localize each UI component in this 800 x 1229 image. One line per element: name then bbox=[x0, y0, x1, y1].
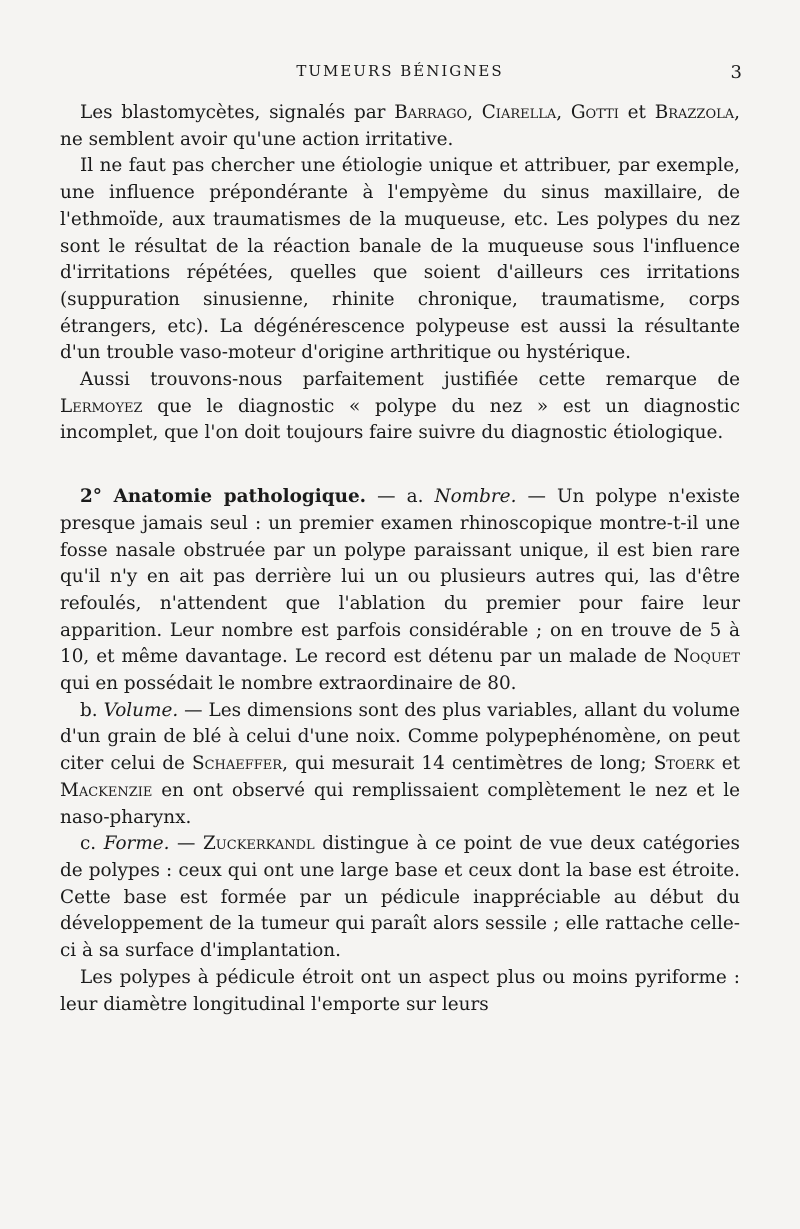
page-body bbox=[60, 100, 740, 1018]
author-name: Gotti bbox=[570, 102, 619, 123]
page-header bbox=[60, 62, 740, 86]
author-name: Brazzola bbox=[654, 102, 735, 123]
text-run: b. bbox=[80, 699, 104, 721]
text-run: distingue à ce point de vue deux catégories de polypes : ceux qui ont une large base et ceux dont la base est étroite. Cette base est formée par un pédicule inappréciable au début du développement de la tumeur qui paraît alors sessile ; elle rattache celle-ci à sa surface d'implantation. bbox=[60, 833, 740, 962]
author-name: Ciarella bbox=[481, 102, 557, 123]
author-name: Schaeffer bbox=[192, 753, 283, 775]
subsection-label-forme: Forme. bbox=[103, 833, 170, 855]
author-name: Stoerk bbox=[653, 753, 715, 775]
page-number: 3 bbox=[730, 62, 742, 83]
section-heading: 2° Anatomie pathologique. bbox=[80, 486, 367, 508]
text-run: — Un polype n'existe presque jamais seul : un premier examen rhinoscopique montre-t-il une fosse nasale obstruée par un polype paraissant unique, il est bien rare qu'il n'y en ait pas derrière lui un ou plusieurs autres qui, las d'être refoulés, n'attendent que l'ablation du premier pour faire leur apparition. Leur nombre est parfois considérable ; on en trouve de 5 à 10, et même davantage. Le record est détenu par un malade de bbox=[60, 486, 740, 668]
running-title: TUMEURS BÉNIGNES bbox=[296, 62, 504, 80]
text-run: , bbox=[556, 102, 571, 123]
paragraph-anatomie bbox=[60, 484, 740, 698]
text-run: qui en possédait le nombre extraordinaire de 80. bbox=[60, 673, 517, 695]
text-run: — a. bbox=[366, 486, 435, 508]
text-run: , ne semblent avoir qu'une action irritative. bbox=[60, 102, 740, 150]
author-name: Lermoyez bbox=[60, 395, 143, 417]
paragraph-volume bbox=[60, 698, 740, 832]
section-gap bbox=[60, 447, 740, 484]
paragraph-lermoyez bbox=[60, 367, 740, 447]
paragraph-etiologie: Il ne faut pas chercher une étiologie unique et attribuer, par exemple, une influence prépondérante à l'empyème du sinus maxillaire, de l'ethmoïde, aux traumatismes de la muqueuse, etc. Les polypes du nez sont le résultat de la réaction banale de la muqueuse sous l'influence d'irritations répétées, quelles que soient d'ailleurs ces irritations (suppuration sinusienne, rhinite chronique, traumatisme, corps étrangers, etc). La dégénérescence polypeuse est aussi la résultante d'un trouble vaso-moteur d'origine arthritique ou hystérique. bbox=[60, 155, 740, 364]
text-run: Aussi trouvons-nous parfaitement justifiée cette remarque de bbox=[80, 369, 740, 391]
text-run: Les blastomycètes, signalés par bbox=[80, 102, 395, 123]
text-run: et bbox=[618, 102, 655, 123]
text-run: — bbox=[169, 833, 204, 855]
text-run: que le diagnostic « polype du nez » est un diagnostic incomplet, que l'on doit toujours faire suivre du diagnostic étiologique. bbox=[60, 395, 740, 444]
paragraph-pedicule: Les polypes à pédicule étroit ont un aspect plus ou moins pyriforme : leur diamètre longitudinal l'emporte sur leurs bbox=[60, 966, 740, 1015]
text-run: — Les dimensions sont des plus variables, allant du volume d'un grain de blé à celui d'une noix. Comme polypephénomène, on peut citer celui de bbox=[60, 699, 740, 775]
paragraph-blastomycetes bbox=[60, 100, 740, 153]
subsection-label-volume: Volume. bbox=[103, 699, 179, 721]
author-name: Zuckerkandl bbox=[203, 833, 315, 855]
author-name: Noquet bbox=[673, 646, 740, 668]
author-name: Mackenzie bbox=[60, 779, 153, 801]
author-name: Barrago bbox=[394, 102, 468, 123]
text-run: c. bbox=[80, 833, 104, 855]
text-run: , bbox=[467, 102, 482, 123]
paragraph-forme bbox=[60, 831, 740, 965]
text-run: en ont observé qui remplissaient complètement le nez et le naso-pharynx. bbox=[60, 779, 740, 828]
text-run: , qui mesurait 14 centimètres de long; bbox=[282, 753, 654, 775]
text-run: et bbox=[714, 753, 740, 775]
subsection-label-nombre: Nombre. bbox=[434, 486, 517, 508]
